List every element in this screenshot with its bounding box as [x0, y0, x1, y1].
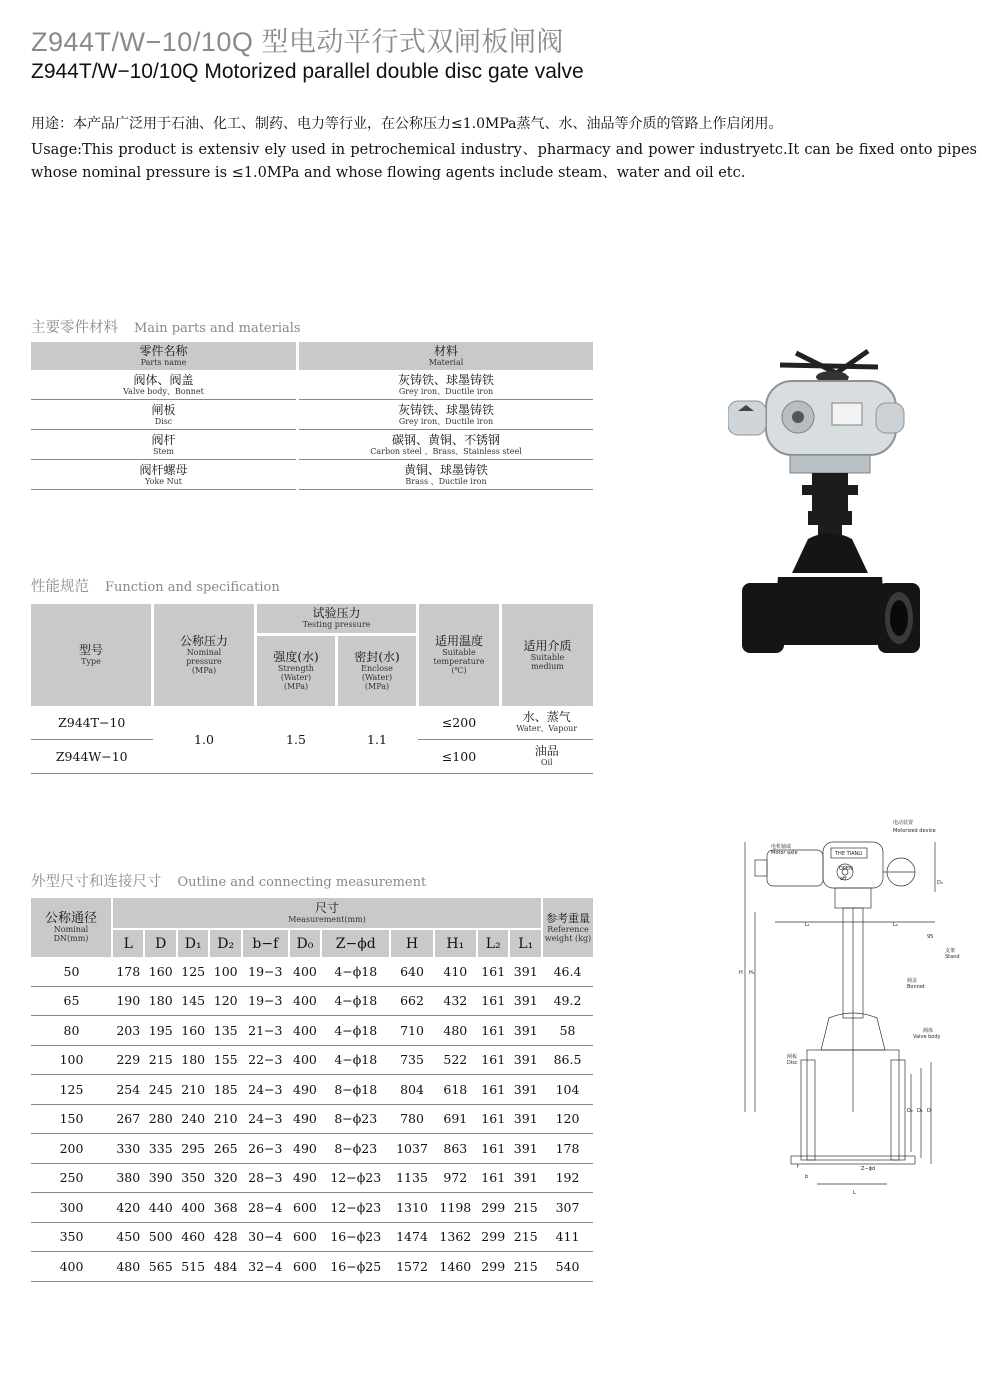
dims-cell: 190	[112, 986, 144, 1016]
dims-cell: 368	[209, 1193, 241, 1223]
label-D: D	[927, 1108, 931, 1114]
table-row	[31, 986, 593, 1016]
dims-cell: 245	[144, 1075, 176, 1105]
dims-header-weight: 参考重量 Reference weight (kg)	[542, 898, 593, 957]
dims-cell: 618	[434, 1075, 477, 1105]
dims-col-header: Z−ϕd	[321, 929, 390, 957]
dims-cell: 161	[477, 986, 509, 1016]
dims-cell: 1572	[390, 1252, 433, 1282]
spec-type-cell: Z944T−10	[31, 706, 153, 739]
dims-cell: 32−4	[242, 1252, 289, 1282]
label-stand-cn: 支架	[945, 948, 956, 954]
dims-cell: 972	[434, 1163, 477, 1193]
dims-cell: 19−3	[242, 957, 289, 986]
dims-cell: 178	[112, 957, 144, 986]
dims-cell: 16−ϕ25	[321, 1252, 390, 1282]
spec-strength-cell: 1.5	[256, 706, 337, 773]
dims-cell: 391	[509, 1104, 542, 1134]
spec-section-cn: 性能规范	[31, 579, 89, 595]
spec-section-title	[31, 575, 280, 596]
dims-cell: 1460	[434, 1252, 477, 1282]
spec-header-enclose: 密封(水) Enclose (Water) (MPa)	[337, 634, 418, 706]
dims-col-header: L	[112, 929, 144, 957]
dims-cell: 161	[477, 1104, 509, 1134]
dims-header-dn: 公称通径 Nominal DN(mm)	[31, 898, 112, 957]
spec-temp-cell: ≤100	[418, 739, 501, 773]
dims-cell: 215	[144, 1045, 176, 1075]
dims-cell: 161	[477, 1045, 509, 1075]
dims-col-header: b−f	[242, 929, 289, 957]
dims-cell: 160	[177, 1016, 209, 1046]
dims-cell: 145	[177, 986, 209, 1016]
spec-table	[31, 604, 593, 774]
dims-cell: 735	[390, 1045, 433, 1075]
dims-cell: 600	[289, 1193, 321, 1223]
spec-medium-cell: 水、蒸气 Water、Vapour	[501, 706, 594, 739]
dims-cell: 640	[390, 957, 433, 986]
dims-cell: 565	[144, 1252, 176, 1282]
dims-cell: 1474	[390, 1222, 433, 1252]
usage-english: Usage:This product is extensiv ely used in petrochemical industry、pharmacy and power industryetc.It can be fixed onto pipes whose nominal pressure is ≤1.0MPa and whose flowing agents include steam、water and oil etc.	[31, 142, 977, 181]
actuator-body	[728, 381, 904, 473]
dims-cell: 12−ϕ23	[321, 1163, 390, 1193]
dims-cell: 161	[477, 1016, 509, 1046]
dims-cell: 1362	[434, 1222, 477, 1252]
dims-cell: 400	[177, 1193, 209, 1223]
dims-cell: 215	[509, 1222, 542, 1252]
dims-cell: 299	[477, 1222, 509, 1252]
dims-cell: 195	[144, 1016, 176, 1046]
dims-cell: 203	[112, 1016, 144, 1046]
dims-cell: 4−ϕ18	[321, 986, 390, 1016]
dims-cell: 24−3	[242, 1075, 289, 1105]
dims-col-header: D₀	[289, 929, 321, 957]
dims-dn-cell: 80	[31, 1016, 112, 1046]
dims-cell: 400	[289, 986, 321, 1016]
dims-cell: 691	[434, 1104, 477, 1134]
spec-enclose-cell: 1.1	[337, 706, 418, 773]
dims-cell: 490	[289, 1075, 321, 1105]
table-row	[31, 1134, 593, 1164]
dims-cell: 350	[177, 1163, 209, 1193]
dims-cell: 428	[209, 1222, 241, 1252]
dims-dn-cell: 350	[31, 1222, 112, 1252]
label-stand-en: Stand	[945, 954, 960, 960]
spec-temp-cell: ≤200	[418, 706, 501, 739]
label-open: OPEN	[839, 866, 853, 872]
dims-cell: 180	[177, 1045, 209, 1075]
dims-cell: 161	[477, 957, 509, 986]
label-body-en: Valve body	[913, 1034, 941, 1040]
label-off: off	[840, 876, 847, 882]
dims-section-title	[31, 870, 426, 891]
spec-header-nominal: 公称压力 Nominal pressure (MPa)	[153, 604, 256, 706]
label-D1: D₁	[917, 1108, 923, 1114]
dims-cell: 161	[477, 1075, 509, 1105]
title-english: Z944T/W−10/10Q Motorized parallel double disc gate valve	[31, 60, 584, 83]
dims-cell: 210	[209, 1104, 241, 1134]
dims-cell: 804	[390, 1075, 433, 1105]
label-H: H	[739, 970, 743, 976]
dims-cell: 480	[112, 1252, 144, 1282]
dims-cell: 480	[434, 1016, 477, 1046]
dims-dn-cell: 200	[31, 1134, 112, 1164]
dims-cell: 863	[434, 1134, 477, 1164]
label-bonnet-en: Bonnet	[907, 984, 925, 990]
dims-cell: 522	[434, 1045, 477, 1075]
dims-cell: 160	[144, 957, 176, 986]
dims-cell: 307	[542, 1193, 593, 1223]
dims-cell: 280	[144, 1104, 176, 1134]
dims-dn-cell: 50	[31, 957, 112, 986]
title-chinese: Z944T/W−10/10Q 型电动平行式双闸板闸阀	[31, 27, 564, 57]
dims-cell: 411	[542, 1222, 593, 1252]
dims-cell: 391	[509, 1075, 542, 1105]
dims-table	[31, 898, 593, 1282]
dims-cell: 192	[542, 1163, 593, 1193]
spec-medium-cell: 油品 Oil	[501, 739, 594, 773]
dims-cell: 240	[177, 1104, 209, 1134]
dims-cell: 1037	[390, 1134, 433, 1164]
dims-cell: 49.2	[542, 986, 593, 1016]
parts-section-en: Main parts and materials	[134, 321, 301, 336]
dims-cell: 335	[144, 1134, 176, 1164]
dims-cell: 299	[477, 1252, 509, 1282]
dims-cell: 600	[289, 1222, 321, 1252]
dims-section-en: Outline and connecting measurement	[177, 875, 427, 890]
dims-dn-cell: 400	[31, 1252, 112, 1282]
dims-dn-cell: 300	[31, 1193, 112, 1223]
dims-cell: 295	[177, 1134, 209, 1164]
dims-cell: 210	[177, 1075, 209, 1105]
table-row	[31, 706, 593, 739]
dims-cell: 380	[112, 1163, 144, 1193]
dims-cell: 391	[509, 1016, 542, 1046]
dims-cell: 161	[477, 1163, 509, 1193]
label-body-cn: 阀体	[923, 1028, 934, 1034]
table-row: 闸板 Disc 灰铸铁、球墨铸铁 Grey iron、Ductile iron	[31, 400, 593, 430]
label-motor-en: Motor axle	[771, 850, 798, 856]
dims-cell: 391	[509, 986, 542, 1016]
valve-body	[742, 533, 920, 653]
dims-cell: 28−4	[242, 1193, 289, 1223]
dims-dn-cell: 150	[31, 1104, 112, 1134]
dims-col-header: H	[390, 929, 433, 957]
dims-cell: 1198	[434, 1193, 477, 1223]
dims-cell: 450	[112, 1222, 144, 1252]
dims-cell: 21−3	[242, 1016, 289, 1046]
spec-header-strength: 强度(水) Strength (Water) (MPa)	[256, 634, 337, 706]
dims-cell: 490	[289, 1104, 321, 1134]
valve-stem-yoke	[802, 473, 858, 539]
spec-header-medium: 适用介质 Suitable medium	[501, 604, 594, 706]
dims-cell: 4−ϕ18	[321, 957, 390, 986]
dims-cell: 391	[509, 1163, 542, 1193]
dims-col-header: H₁	[434, 929, 477, 957]
dims-cell: 391	[509, 1134, 542, 1164]
dims-dn-cell: 125	[31, 1075, 112, 1105]
table-row	[31, 1163, 593, 1193]
dims-cell: 320	[209, 1163, 241, 1193]
dims-col-header: L₁	[509, 929, 542, 957]
dims-cell: 8−ϕ18	[321, 1075, 390, 1105]
usage-chinese: 用途：本产品广泛用于石油、化工、制药、电力等行业，在公称压力≤1.0MPa蒸气、水、油品等介质的管路上作启闭用。	[31, 116, 783, 132]
dims-cell: 16−ϕ23	[321, 1222, 390, 1252]
spec-header-type: 型号 Type	[31, 604, 153, 706]
dims-cell: 391	[509, 1045, 542, 1075]
dims-cell: 161	[477, 1134, 509, 1164]
dims-col-header: D₁	[177, 929, 209, 957]
dims-cell: 4−ϕ18	[321, 1016, 390, 1046]
valve-photo	[728, 345, 938, 675]
dims-dn-cell: 65	[31, 986, 112, 1016]
dims-cell: 420	[112, 1193, 144, 1223]
dims-cell: 710	[390, 1016, 433, 1046]
table-row	[31, 1075, 593, 1105]
table-row: 阀杆螺母 Yoke Nut 黄铜、球墨铸铁 Brass 、Ductile iron	[31, 460, 593, 490]
spec-header-temperature: 适用温度 Suitable temperature (℃)	[418, 604, 501, 706]
label-H1: H₁	[749, 970, 755, 976]
label-D0: D₀	[937, 880, 943, 886]
spec-nominal-cell: 1.0	[153, 706, 256, 773]
label-disc-cn: 闸板	[787, 1054, 798, 1060]
dims-header-measurement: 尺寸 Measurement(mm)	[112, 898, 542, 929]
dims-cell: 460	[177, 1222, 209, 1252]
parts-section-title	[31, 316, 301, 337]
dims-cell: 1135	[390, 1163, 433, 1193]
label-f: f	[797, 1164, 799, 1170]
parts-header-name: 零件名称 Parts name	[31, 342, 298, 370]
dims-cell: 299	[477, 1193, 509, 1223]
table-row: 阀杆 Stem 碳钢、黄铜、不锈钢 Carbon steel 、Brass、Stainless steel	[31, 430, 593, 460]
spec-section-en: Function and specification	[105, 580, 280, 595]
dims-cell: 490	[289, 1134, 321, 1164]
label-bonnet-cn: 阀盖	[907, 978, 918, 984]
label-disc-en: Disc	[787, 1060, 798, 1066]
dims-cell: 26−3	[242, 1134, 289, 1164]
dims-cell: 58	[542, 1016, 593, 1046]
dims-cell: 229	[112, 1045, 144, 1075]
dims-cell: 254	[112, 1075, 144, 1105]
dims-cell: 120	[542, 1104, 593, 1134]
dims-dn-cell: 100	[31, 1045, 112, 1075]
table-row	[31, 1104, 593, 1134]
dims-cell: 410	[434, 957, 477, 986]
dims-cell: 484	[209, 1252, 241, 1282]
dims-cell: 400	[289, 1016, 321, 1046]
dims-cell: 391	[509, 957, 542, 986]
dims-cell: 120	[209, 986, 241, 1016]
dims-cell: 1310	[390, 1193, 433, 1223]
dims-cell: 600	[289, 1252, 321, 1282]
label-actuator-cn: 电动装置	[893, 820, 914, 826]
table-row	[31, 1193, 593, 1223]
dims-cell: 490	[289, 1163, 321, 1193]
dims-cell: 390	[144, 1163, 176, 1193]
dims-cell: 104	[542, 1075, 593, 1105]
spec-header-testing: 试验压力 Testing pressure	[256, 604, 418, 634]
label-95: 95	[927, 934, 934, 940]
parts-table	[31, 342, 593, 490]
dims-cell: 8−ϕ23	[321, 1134, 390, 1164]
dims-cell: 22−3	[242, 1045, 289, 1075]
dims-dn-cell: 250	[31, 1163, 112, 1193]
dims-cell: 400	[289, 957, 321, 986]
dims-cell: 185	[209, 1075, 241, 1105]
dims-cell: 330	[112, 1134, 144, 1164]
dims-cell: 24−3	[242, 1104, 289, 1134]
dims-cell: 86.5	[542, 1045, 593, 1075]
dims-cell: 432	[434, 986, 477, 1016]
label-L: L	[853, 1190, 856, 1196]
dims-cell: 440	[144, 1193, 176, 1223]
dims-cell: 180	[144, 986, 176, 1016]
dims-section-cn: 外型尺寸和连接尺寸	[31, 874, 162, 890]
dims-cell: 30−4	[242, 1222, 289, 1252]
table-row: 阀体、阀盖 Valve body、Bonnet 灰铸铁、球墨铸铁 Grey iron、Ductile iron	[31, 370, 593, 400]
dims-cell: 19−3	[242, 986, 289, 1016]
dims-cell: 265	[209, 1134, 241, 1164]
spec-type-cell: Z944W−10	[31, 739, 153, 773]
label-holes: Z−ϕd	[861, 1166, 876, 1172]
dims-cell: 662	[390, 986, 433, 1016]
label-b: b	[805, 1174, 809, 1180]
dims-cell: 215	[509, 1193, 542, 1223]
dims-cell: 155	[209, 1045, 241, 1075]
table-row	[31, 957, 593, 986]
label-L1: L₁	[805, 922, 810, 928]
dims-col-header: L₂	[477, 929, 509, 957]
dims-cell: 125	[177, 957, 209, 986]
dims-cell: 100	[209, 957, 241, 986]
parts-section-cn: 主要零件材料	[31, 320, 118, 336]
label-actuator-en: Motorized device	[893, 828, 936, 834]
parts-header-material: 材料 Material	[298, 342, 594, 370]
dims-cell: 500	[144, 1222, 176, 1252]
dims-cell: 46.4	[542, 957, 593, 986]
table-row	[31, 1016, 593, 1046]
label-L2: L₂	[893, 922, 898, 928]
dims-cell: 540	[542, 1252, 593, 1282]
dims-cell: 135	[209, 1016, 241, 1046]
table-row	[31, 1252, 593, 1282]
label-motor-cn: 电机轴端	[771, 844, 792, 850]
dims-cell: 267	[112, 1104, 144, 1134]
dims-cell: 400	[289, 1045, 321, 1075]
table-row	[31, 1222, 593, 1252]
dims-cell: 780	[390, 1104, 433, 1134]
dims-cell: 4−ϕ18	[321, 1045, 390, 1075]
table-row	[31, 1045, 593, 1075]
dims-cell: 515	[177, 1252, 209, 1282]
label-D2: D₂	[907, 1108, 913, 1114]
dims-cell: 178	[542, 1134, 593, 1164]
dims-cell: 28−3	[242, 1163, 289, 1193]
dims-cell: 215	[509, 1252, 542, 1282]
dims-cell: 12−ϕ23	[321, 1193, 390, 1223]
valve-drawing	[735, 812, 960, 1197]
dims-cell: 8−ϕ23	[321, 1104, 390, 1134]
label-plate: THE TIANLI	[835, 851, 863, 857]
dims-col-header: D	[144, 929, 176, 957]
dims-col-header: D₂	[209, 929, 241, 957]
